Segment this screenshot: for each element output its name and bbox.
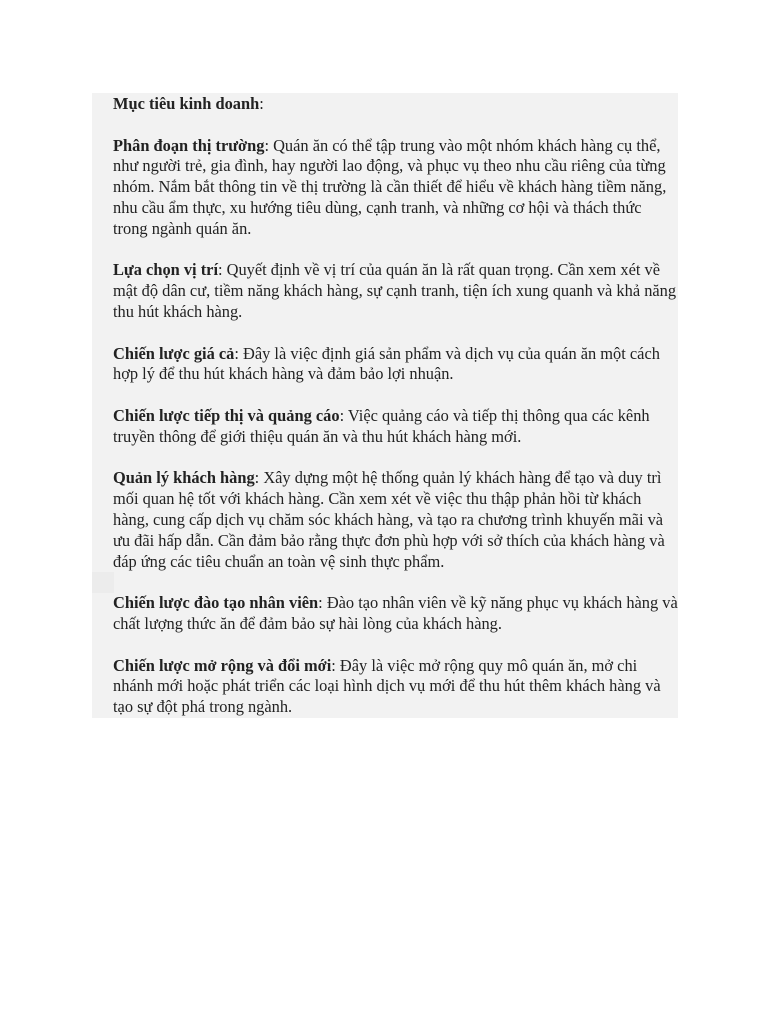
section-pricing-strategy [113, 344, 679, 386]
section-customer-management [113, 468, 679, 572]
section-text: : Xây dựng một hệ thống quản lý khách hàng để tạo và duy trì mối quan hệ tốt với khách hàng. Cần xem xét về việc thu thập phản hồi từ khách hàng, cung cấp dịch vụ chăm sóc khách hàng, và tạo ra chương trình khuyến mãi và ưu đãi hấp dẫn. Cần đảm bảo rằng thực đơn phù hợp với sở thích của khách hàng và đáp ứng các tiêu chuẩn an toàn vệ sinh thực phẩm. [113, 468, 665, 571]
section-term: Phân đoạn thị trường [113, 135, 265, 155]
heading-colon: : [259, 94, 264, 113]
paragraph-gap [113, 635, 679, 656]
paragraph-gap [113, 240, 679, 261]
section-text: : Đây là việc mở rộng quy mô quán ăn, mở chi nhánh mới hoặc phát triển các loại hình dịch vụ mới để thu hút thêm khách hàng và tạo sự đột phá trong ngành. [113, 655, 661, 717]
section-term: Chiến lược giá cả [113, 343, 235, 363]
section-term: Chiến lược tiếp thị và quảng cáo [113, 405, 340, 425]
heading-title: Mục tiêu kinh doanh [113, 94, 260, 113]
section-marketing-strategy [113, 406, 679, 448]
paragraph-gap [113, 115, 679, 136]
section-term: Quản lý khách hàng [113, 468, 255, 488]
section-staff-training [113, 593, 679, 635]
section-text: : Việc quảng cáo và tiếp thị thông qua các kênh truyền thông để giới thiệu quán ăn và thu hút khách hàng mới. [113, 405, 650, 446]
section-text: : Đào tạo nhân viên về kỹ năng phục vụ khách hàng và chất lượng thức ăn để đảm bảo sự hài lòng của khách hàng. [113, 593, 678, 633]
paragraph-gap [113, 448, 679, 469]
section-market-segmentation [113, 136, 679, 240]
document-heading [113, 93, 679, 115]
section-term: Chiến lược mở rộng và đổi mới [113, 655, 332, 675]
paragraph-gap [113, 323, 679, 344]
section-term: Lựa chọn vị trí [113, 260, 218, 280]
text-highlight-fragment [92, 572, 114, 593]
section-text: : Quyết định về vị trí của quán ăn là rất quan trọng. Cần xem xét về mật độ dân cư, tiềm năng khách hàng, sự cạnh tranh, tiện ích xung quanh và khả năng thu hút khách hàng. [113, 260, 677, 321]
paragraph-gap [113, 572, 679, 593]
paragraph-gap [113, 385, 679, 406]
section-text: : Quán ăn có thể tập trung vào một nhóm khách hàng cụ thể, như người trẻ, gia đình, hay người lao động, và phục vụ theo nhu cầu riêng của từng nhóm. Nắm bắt thông tin về thị trường là cần thiết để hiểu về khách hàng tiềm năng, nhu cầu ẩm thực, xu hướng tiêu dùng, cạnh tranh, và những cơ hội và thách thức trong ngành quán ăn. [113, 135, 667, 238]
section-term: Chiến lược đào tạo nhân viên [113, 593, 319, 613]
section-text: : Đây là việc định giá sản phẩm và dịch vụ của quán ăn một cách hợp lý để thu hút khách hàng và đảm bảo lợi nhuận. [113, 343, 660, 384]
document-body[interactable] [113, 93, 679, 718]
section-location-choice [113, 260, 679, 322]
section-expansion-innovation [113, 656, 679, 718]
